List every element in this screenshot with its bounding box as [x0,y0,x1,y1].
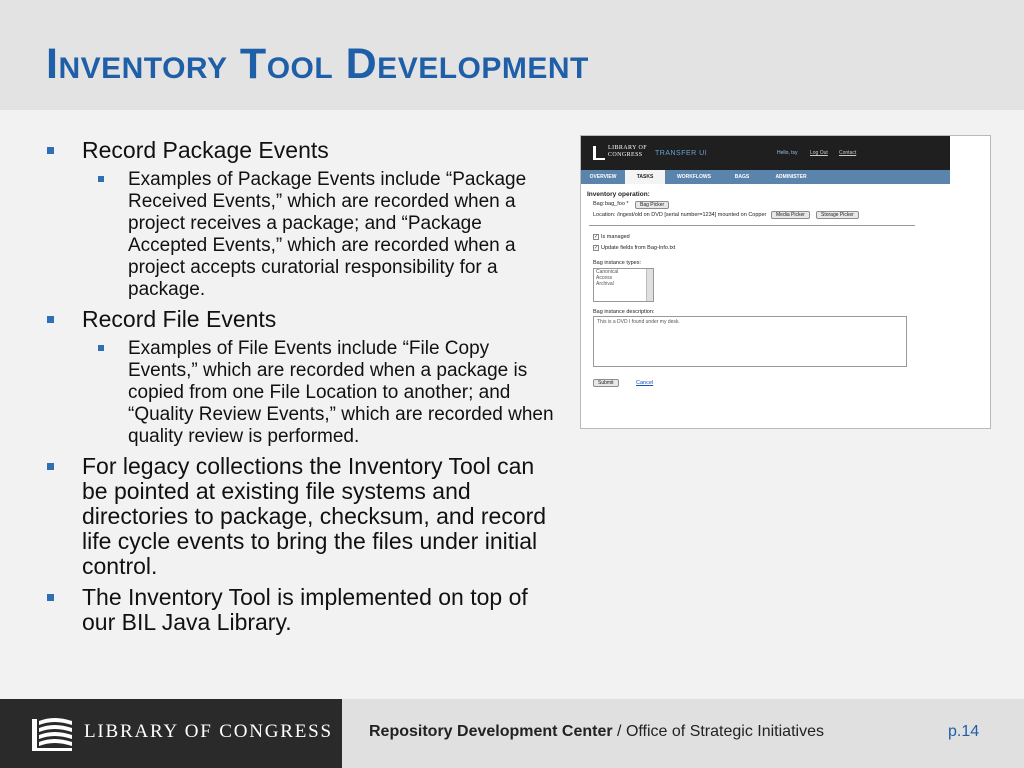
footer-separator: / [612,723,626,740]
bullet-list [44,138,564,639]
sub-bullet-package-events: Examples of Package Events include “Package Received Events,” which are recorded when a project receives a package; and “Package Accepted Events,” which are recorded when a project accepts curatorial responsibility for a package. [82,169,564,301]
library-of-congress-icon [30,715,74,753]
tab-bags[interactable]: BAGS [734,174,750,180]
user-greeting: Hello, tsy [777,150,798,156]
submit-button[interactable]: Submit [593,379,619,387]
bullet-record-package-events [44,138,564,301]
storage-picker-button[interactable]: Storage Picker [816,211,859,219]
page-number: p.14 [948,723,980,740]
location-label: Location: [593,212,616,218]
screenshot-header [581,136,950,170]
bag-picker-button[interactable]: Bag Picker [635,201,669,209]
footer-center-bold: Repository Development Center [369,723,613,740]
tab-workflows[interactable]: WORKFLOWS [677,174,711,180]
form-divider [589,225,915,226]
description-textarea[interactable]: This is a DVD I found under my desk. [593,316,907,367]
title-bar [0,0,1024,110]
footer [0,699,1024,768]
footer-brand [0,699,342,768]
listbox-scrollbar[interactable] [646,269,653,301]
update-fields-checkbox[interactable]: ✓ [594,245,599,251]
app-name: TRANSFER UI [655,150,708,157]
logout-link[interactable]: Log Out [810,150,828,156]
instance-types-label: Bag instance types: [593,260,642,266]
media-picker-button[interactable]: Media Picker [771,211,810,219]
tab-overview[interactable]: OVERVIEW [589,174,617,180]
location-value: /ingest/old on DVD [serial number=1234] mounted on Copper [617,212,767,218]
bullet-text: The Inventory Tool is implemented on top of our BIL Java Library. [82,584,528,635]
transfer-ui-screenshot [580,135,991,429]
bullet-legacy-collections [44,454,564,579]
is-managed-label: Is managed [601,234,630,240]
contact-link[interactable]: Contact [839,150,857,156]
description-label: Bag instance description: [593,309,655,315]
tab-administer[interactable]: ADMINISTER [775,174,807,180]
bag-value: bag_foo * [605,201,629,207]
list-item[interactable]: Archival [596,281,614,287]
bullet-bil-java-library [44,585,564,635]
sub-bullet-file-events: Examples of File Events include “File Copy Events,” which are recorded when a package is copied from one File Location to another; and “Quality Review Events,” which are recorded when quality review is performed. [82,338,564,448]
screenshot-nav [581,170,950,184]
bag-label: Bag: [593,201,605,207]
list-item[interactable]: Access [596,275,613,281]
bullet-text: For legacy collections the Inventory Tool can be pointed at existing file systems and directories to package, checksum, and record life cycle events to bring the files under initial control. [82,453,547,579]
cancel-link[interactable]: Cancel [636,380,654,386]
screenshot-logo-text: LIBRARY OF CONGRESS [608,145,647,158]
bullet-record-file-events [44,307,564,448]
footer-brand-text: LIBRARY OF CONGRESS [84,721,333,742]
instance-types-listbox[interactable] [593,268,654,302]
is-managed-checkbox[interactable]: ✓ [594,234,599,240]
list-item[interactable]: Canonical [596,269,619,275]
loc-logo-icon [593,146,605,160]
slide-title: Inventory Tool Development [46,40,589,88]
form-heading: Inventory operation: [587,191,650,198]
bullet-text: Record File Events [82,306,277,332]
footer-center-rest: Office of Strategic Initiatives [625,723,824,740]
bullet-text: Record Package Events [82,137,329,163]
tab-tasks[interactable]: TASKS [625,170,665,184]
footer-department [369,723,824,741]
update-fields-label: Update fields from Bag-Info.txt [601,245,676,251]
